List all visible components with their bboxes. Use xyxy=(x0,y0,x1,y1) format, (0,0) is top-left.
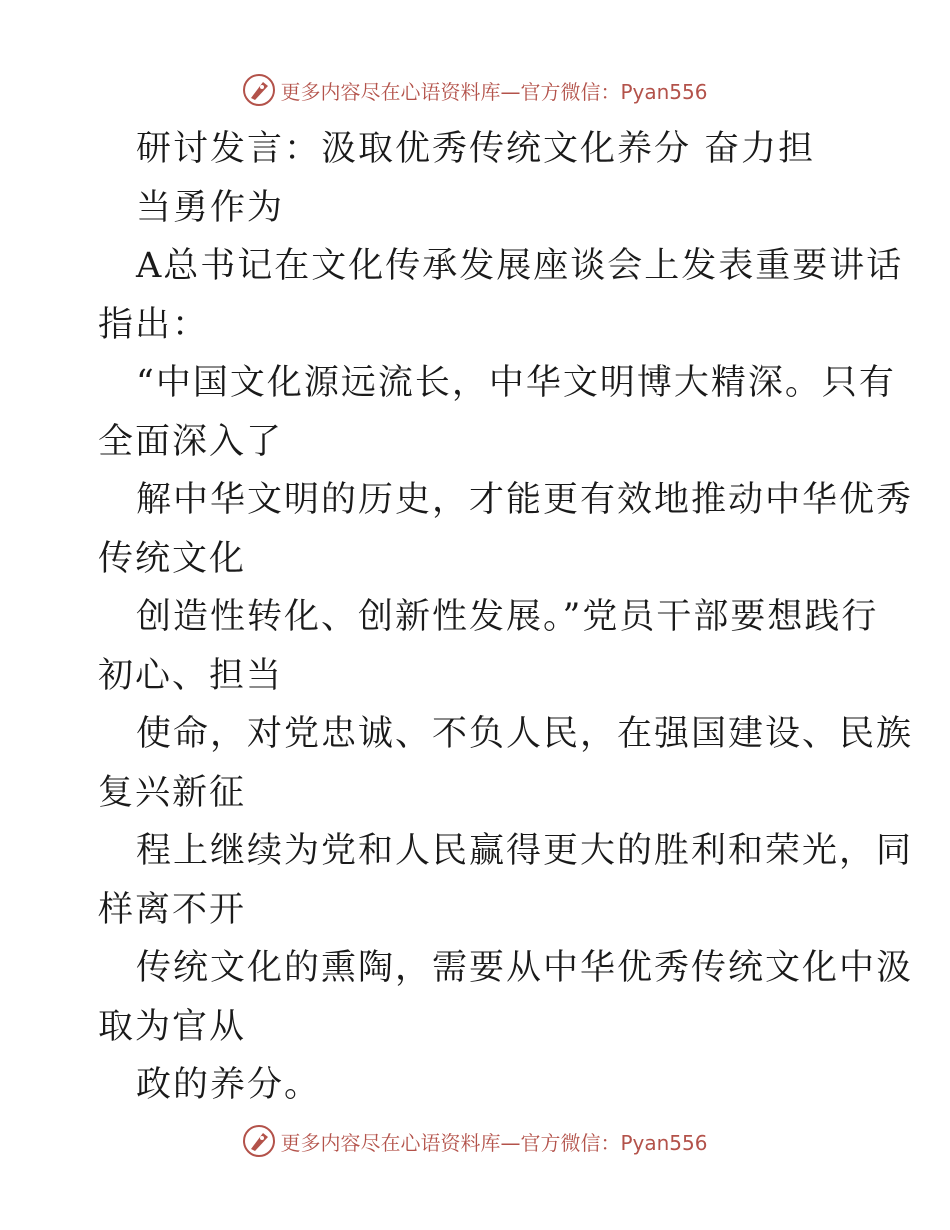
body-line: 复兴新征 xyxy=(98,772,247,813)
pen-nib-icon xyxy=(242,1124,276,1158)
footer-watermark-text: 更多内容尽在心语资料库—官方微信：Pyan556 xyxy=(280,1130,708,1155)
body-line: 传统文化 xyxy=(98,538,247,579)
body-line: 创造性转化、创新性发展。”党员干部要想践行 xyxy=(136,597,879,637)
pen-nib-icon xyxy=(242,73,276,107)
document-body xyxy=(98,120,914,1115)
body-line: 传统文化的熏陶，需要从中华优秀传统文化中汲 xyxy=(136,948,914,988)
body-line: 使命，对党忠诚、不负人民，在强国建设、民族 xyxy=(136,714,914,754)
title-line-1: 研讨发言：汲取优秀传统文化养分 奋力担 xyxy=(136,129,816,169)
title-line-2: 当勇作为 xyxy=(136,187,285,228)
body-line: 取为官从 xyxy=(98,1006,247,1047)
body-line: 指出： xyxy=(98,304,210,345)
header-watermark xyxy=(0,70,950,110)
body-line: 样离不开 xyxy=(98,889,247,930)
body-line: “中国文化源远流长，中华文明博大精深。只有 xyxy=(136,363,896,403)
body-line: 初心、担当 xyxy=(98,655,284,696)
header-watermark-text: 更多内容尽在心语资料库—官方微信：Pyan556 xyxy=(280,79,708,104)
footer-watermark xyxy=(0,1121,950,1161)
body-line: 全面深入了 xyxy=(98,421,284,462)
body-line: 政的养分。 xyxy=(136,1065,322,1105)
body-line: 程上继续为党和人民赢得更大的胜利和荣光，同 xyxy=(136,831,914,871)
body-line: 解中华文明的历史，才能更有效地推动中华优秀 xyxy=(136,480,914,520)
body-line: A总书记在文化传承发展座谈会上发表重要讲话 xyxy=(136,246,904,286)
